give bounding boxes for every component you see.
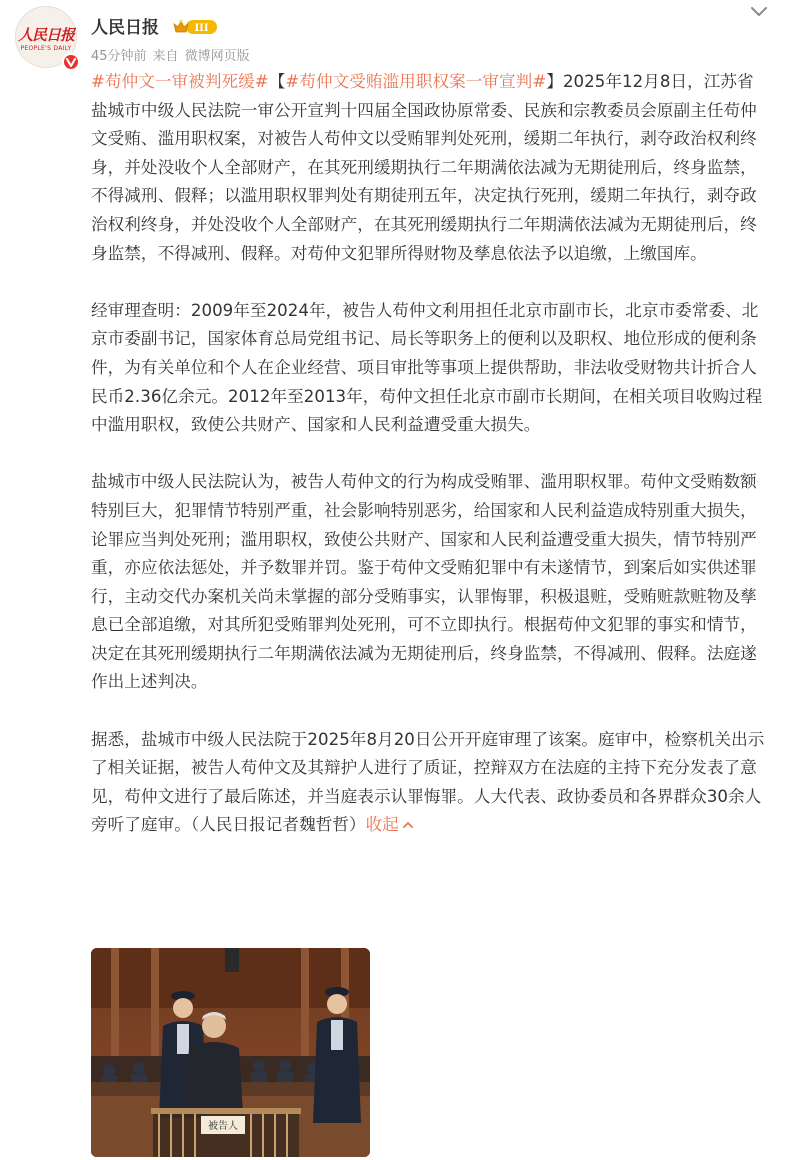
collapse-label: 收起 — [365, 815, 399, 835]
author-avatar[interactable] — [15, 6, 77, 68]
defendant-dock — [151, 1108, 301, 1157]
post-paragraph-4 — [91, 726, 769, 840]
chevron-down-icon[interactable] — [746, 2, 772, 22]
badge-level-text: III — [194, 23, 209, 34]
author-name[interactable]: 人民日报 — [91, 18, 159, 38]
hashtag-link-1[interactable]: #苟仲文一审被判死缓# — [91, 72, 269, 91]
avatar-logo-subtext: PEOPLE'S DAILY — [20, 45, 72, 52]
post-paragraph-3: 盐城市中级人民法院认为，被告人苟仲文的行为构成受贿罪、滥用职权罪。苟仲文受贿数额特别巨大，犯罪情节特别严重，社会影响特别恶劣，给国家和人民利益造成特别重大损失，论罪应当判处死刑；滥用职权，致使公共财产、国家和人民利益遭受重大损失，情节特别严重，亦应依法惩处，并予数罪并罚。鉴于苟仲文受贿犯罪中有未遂情节，到案后如实供述罪行，主动交代办案机关尚未掌握的部分受贿事实，认罪悔罪，积极退赃，受贿赃款赃物及孳息已全部追缴，对其所犯受贿罪判处死刑，可不立即执行。根据苟仲文犯罪的事实和情节，决定在其死刑缓期执行二年期满依法减为无期徒刑后，终身监禁，不得减刑、假释。法庭遂作出上述判决。 — [91, 472, 757, 692]
paragraph-1-text: 2025年12月8日，江苏省盐城市中级人民法院一审公开宣判十四届全国政协原常委、民族和宗教委员会原副主任苟仲文受贿、滥用职权案，对被告人苟仲文以受贿罪判处死刑，缓期二年执行，剥夺政治权利终身，并处没收个人全部财产，在其死刑缓期执行二年期满依法减为无期徒刑后，终身监禁，不得减刑、假释；以滥用职权罪判处有期徒刑五年，决定执行死刑，缓期二年执行，剥夺政治权利终身，并处没收个人全部财产，在其死刑缓期执行二年期满依法减为无期徒刑后，终身监禁，不得减刑、假释。对苟仲文犯罪所得财物及孳息依法予以追缴，上缴国库。 — [91, 72, 757, 263]
dock-sign-text: 被告人 — [208, 1121, 238, 1132]
post-time[interactable]: 45分钟前 — [91, 49, 147, 64]
post-paragraph-2: 经审理查明：2009年至2024年，被告人苟仲文利用担任北京市副市长，北京市委常委、北京市委副书记，国家体育总局党组书记、局长等职务上的便利以及职权、地位形成的便利条件，为有关单位和个人在企业经营、项目审批等事项上提供帮助，非法收受财物共计折合人民币2.36亿余元。2012年至2013年，苟仲文担任北京市副市长期间，在相关项目收购过程中滥用职权，致使公共财产、国家和人民利益遭受重大损失。 — [91, 300, 763, 435]
hashtag-link-2[interactable]: #苟仲文受贿滥用职权案一审宣判# — [285, 72, 547, 91]
member-level-badge-icon[interactable] — [172, 17, 218, 37]
post-meta — [91, 45, 256, 64]
verified-badge-icon — [62, 53, 80, 71]
collapse-button[interactable] — [366, 815, 415, 834]
paragraph-4-text: 据悉，盐城市中级人民法院于2025年8月20日公开开庭审理了该案。庭审中，检察机关出示了相关证据，被告人苟仲文及其辩护人进行了质证，控辩双方在法庭的主持下充分发表了意见，苟仲文进行了最后陈述，并当庭表示认罪悔罪。人大代表、政协委员和各界群众30余人旁听了庭审。（人民日报记者魏哲哲） — [91, 729, 765, 835]
bracket-close: 】 — [546, 72, 563, 91]
source-prefix: 来自 — [152, 49, 179, 64]
post-paragraph-1 — [91, 68, 769, 268]
post-image[interactable] — [91, 948, 370, 1157]
avatar-logo-text: 人民日报 — [17, 26, 74, 44]
bracket-open: 【 — [268, 72, 286, 91]
post-source: 微博网页版 — [184, 49, 250, 64]
courtroom-photo — [91, 948, 370, 1157]
chevron-up-icon — [401, 819, 415, 831]
post-content — [91, 68, 769, 869]
